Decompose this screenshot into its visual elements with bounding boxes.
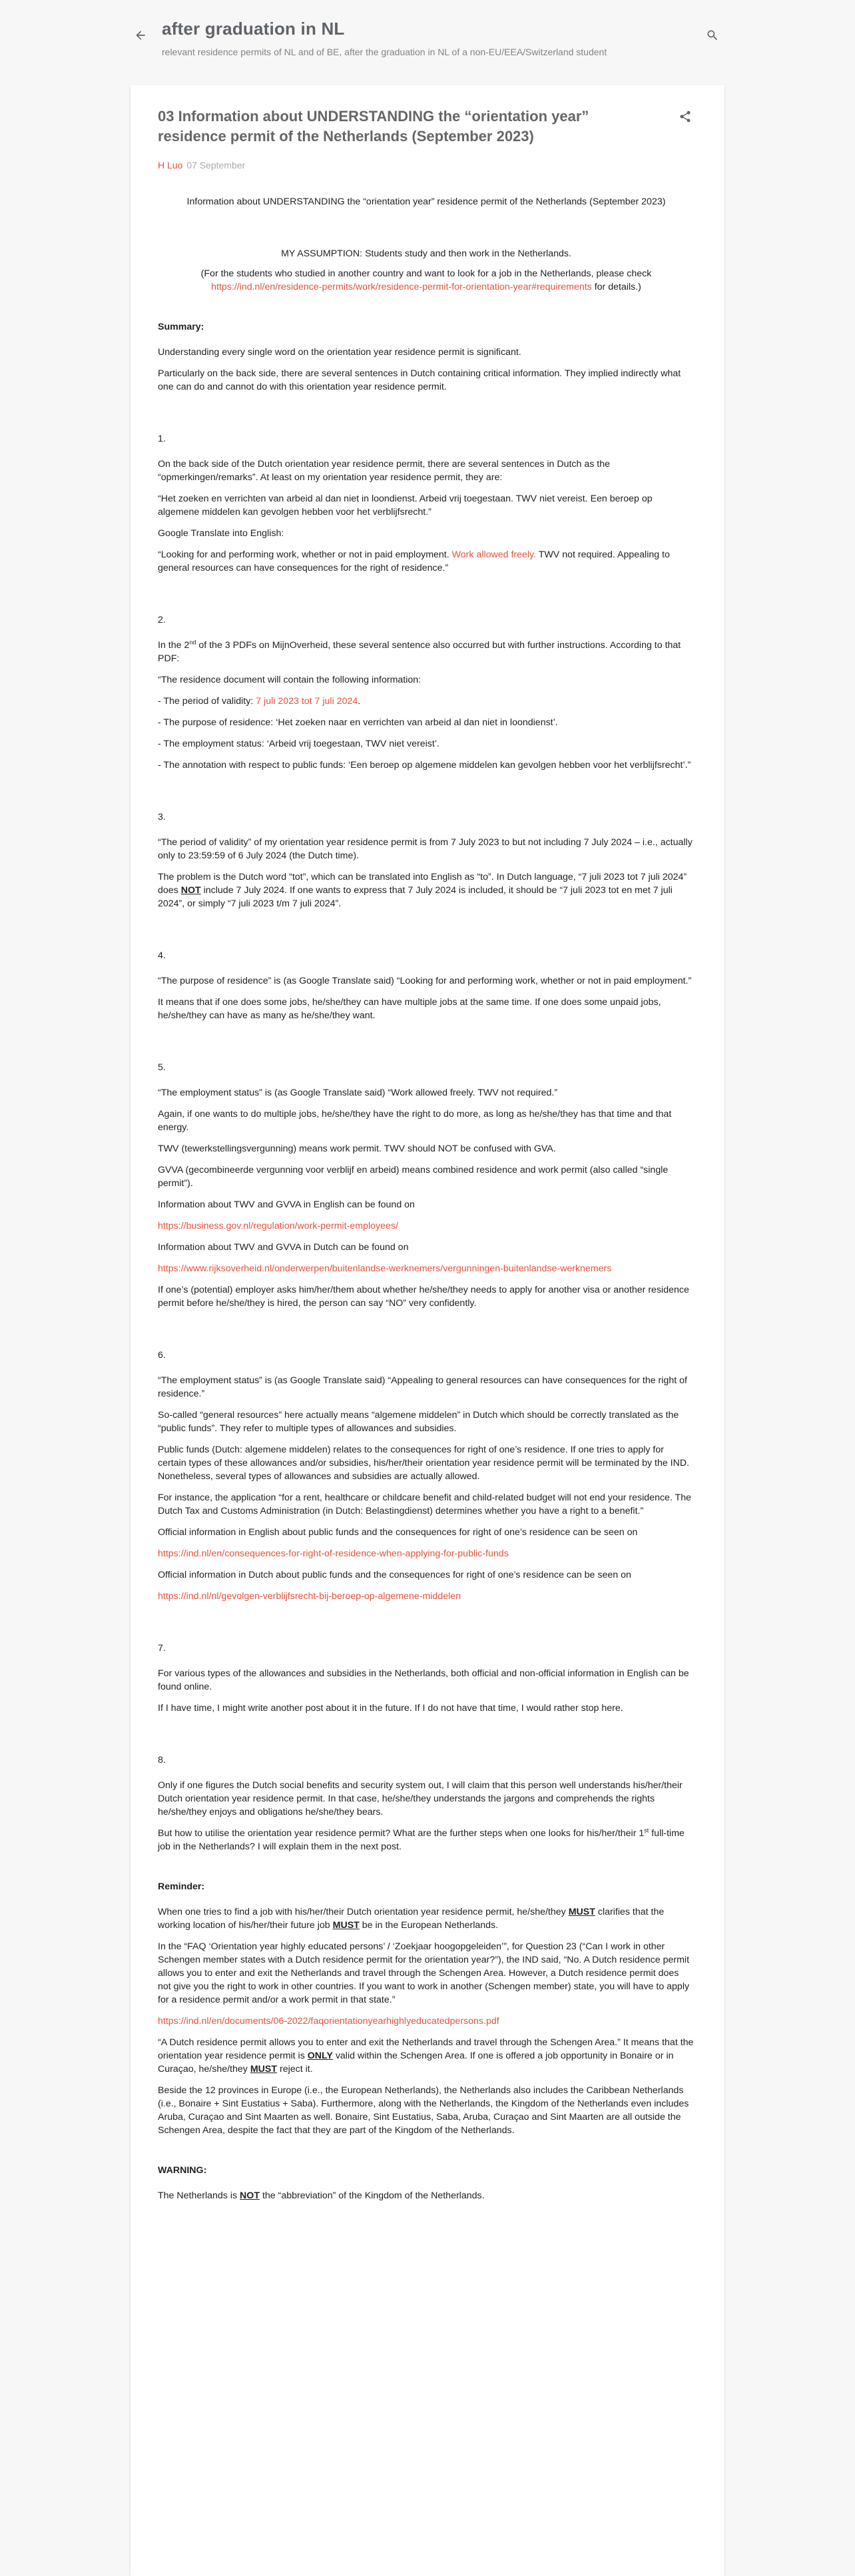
section-paragraph: - The purpose of residence: ‘Het zoeken naar en verrichten van arbeid al dan niet in loondienst’.: [158, 717, 558, 728]
emphasis-text: MUST: [332, 1920, 360, 1931]
section-number: 8.: [158, 1755, 166, 1766]
text-span: the “abbreviation” of the Kingdom of the Netherlands.: [262, 2190, 485, 2201]
post-title: 03 Information about UNDERSTANDING the “orientation year” residence permit of the Netherlands (September 2023): [158, 108, 589, 145]
text-span: .: [358, 696, 361, 707]
superscript: st: [644, 1827, 649, 1834]
section-paragraph: TWV (tewerkstellingsvergunning) means work permit. TWV should NOT be confused with GVA.: [158, 1143, 556, 1154]
section-paragraph: - The annotation with respect to public funds: ‘Een beroep op algemene middelen kan gevolgen hebben voor het verblijfsrecht’.”: [158, 760, 691, 771]
blog-description: relevant residence permits of NL and of BE, after the graduation in NL of a non-EU/EEA/Switzerland student: [162, 47, 607, 57]
note-text-end: for details.): [594, 282, 641, 292]
ind-public-funds-en-link[interactable]: https://ind.nl/en/consequences-for-right-of-residence-when-applying-for-public-funds: [158, 1548, 509, 1559]
search-button[interactable]: [701, 23, 724, 47]
post-body: [158, 195, 695, 2202]
section-paragraph: [158, 1827, 695, 1853]
reminder-paragraph: Beside the 12 provinces in Europe (i.e., the European Netherlands), the Netherlands also includes the Caribbean Netherlands (i.e., Bonaire + Sint Eustatius + Saba). Furthermore, along with the Netherlands, the Kingdom of the Netherlands even includes Aruba, Curaçao and Sint Maarten as well. Bonaire, Sint Eustatius, Saba, Aruba, Curaçao and Sint Maarten are all outside the Schengen Area, despite the fact that they are part of the Kingdom of the Netherlands.: [158, 2085, 689, 2136]
section-number: 2.: [158, 615, 166, 625]
section-paragraph: For various types of the allowances and subsidies in the Netherlands, both official and non-official information in English can be found online.: [158, 1668, 689, 1692]
summary-heading: Summary:: [158, 322, 204, 332]
section-paragraph: Public funds (Dutch: algemene middelen) relates to the consequences for right of one’s residence. If one tries to apply for certain types of these allowances and/or subsidies, his/her/their orientation year residence permit will be terminated by the IND. Nonetheless, several types of allowances and subsidies are actually allowed.: [158, 1445, 690, 1482]
text-span: include 7 July 2024. If one wants to express that 7 July 2024 is included, it should be “7 juli 2023 tot en met 7 juli 2024”, or simply “7 juli 2023 t/m 7 juli 2024”.: [158, 885, 673, 909]
section-paragraph: “The residence document will contain the following information:: [158, 675, 422, 685]
text-span: “Looking for and performing work, whether or not in paid employment.: [158, 549, 449, 560]
text-span: be in the European Netherlands.: [362, 1920, 499, 1931]
blog-header: [0, 0, 855, 85]
section-paragraph: “The period of validity” of my orientation year residence permit is from 7 July 2023 to but not including 7 July 2024 – i.e., actually only to 23:59:59 of 6 July 2024 (the Dutch time).: [158, 837, 693, 861]
reminder-paragraph: [158, 1905, 695, 1932]
section-paragraph: Only if one figures the Dutch social benefits and security system out, I will claim that this person well understands his/her/their Dutch orientation year residence permit. In that case, he/she/they understands the jargons and comprehends the rights he/she/they enjoys and obligations he/she/they bears.: [158, 1780, 683, 1817]
intro-paragraph: Information about UNDERSTANDING the “orientation year” residence permit of the Netherlands (September 2023): [186, 196, 666, 207]
text-span: The Netherlands is: [158, 2190, 238, 2201]
assumption-paragraph: MY ASSUMPTION: Students study and then work in the Netherlands.: [281, 248, 571, 259]
section-paragraph: Information about TWV and GVVA in English can be found on: [158, 1199, 415, 1210]
section-paragraph: Official information in English about public funds and the consequences for right of one’s residence can be seen on: [158, 1527, 638, 1538]
reminder-paragraph: In the “FAQ ‘Orientation year highly educated persons’ / ‘Zoekjaar hoogopgeleiden’”, for Question 23 (“Can I work in other Schengen member states with a Dutch residence permit for the orientation year?”), the IND said, “No. A Dutch residence permit allows you to enter and exit the Netherlands and travel through the Schengen Area. However, a Dutch residence permit does not give you the right to work in other countries. If you want to work in another (Schengen member) state, you will have to apply for a residence permit and/or a work permit in that state.”: [158, 1941, 690, 2005]
section-paragraph: If I have time, I might write another post about it in the future. If I do not have that time, I would rather stop here.: [158, 1703, 623, 1714]
section-number: 7.: [158, 1643, 166, 1654]
text-span: When one tries to find a job with his/her/their Dutch orientation year residence permit, he/she/they: [158, 1907, 566, 1917]
section-paragraph: [158, 870, 695, 910]
warning-heading: WARNING:: [158, 2165, 207, 2176]
text-span: But how to utilise the orientation year residence permit? What are the further steps when one looks for his/her/their 1: [158, 1828, 645, 1839]
share-icon: [679, 110, 692, 123]
note-text: (For the students who studied in another country and want to look for a job in the Netherlands, please check: [200, 268, 652, 279]
post-card: [131, 85, 724, 2576]
section-paragraph: “Het zoeken en verrichten van arbeid al dan niet in loondienst. Arbeid vrij toegestaan. TWV niet vereist. Een beroep op algemene middelen kan gevolgen hebben voor het verblijfsrecht.”: [158, 493, 653, 517]
section-paragraph: On the back side of the Dutch orientation year residence permit, there are several sentences in Dutch as the “opmerkingen/remarks”. At least on my orientation year residence permit, they are:: [158, 459, 611, 483]
ind-faq-pdf-link[interactable]: https://ind.nl/en/documents/06-2022/faqorientationyearhighlyeducatedpersons.pdf: [158, 2016, 499, 2027]
text-span: “A Dutch residence permit allows you to enter and exit the Netherlands and travel through the Schengen Area.” It means that the orientation year residence permit is: [158, 2037, 694, 2061]
emphasis-text: NOT: [240, 2190, 260, 2201]
section-paragraph: If one’s (potential) employer asks him/her/them about whether he/she/they needs to apply for another visa or another residence permit before he/she/they is hired, the person can say “NO” very confidently.: [158, 1285, 689, 1309]
section-paragraph: “The employment status” is (as Google Translate said) “Appealing to general resources can have consequences for the right of residence.”: [158, 1375, 687, 1399]
section-number: 4.: [158, 950, 166, 961]
section-paragraph: For instance, the application “for a rent, healthcare or childcare benefit and child-related budget will not end your residence. The Dutch Tax and Customs Administration (in Dutch: Belastingdienst) determines whether you have a right to a benefit.”: [158, 1492, 692, 1516]
note-paragraph: [158, 267, 695, 294]
highlight-text: Work allowed freely.: [451, 549, 537, 560]
section-paragraph: “The employment status” is (as Google Translate said) “Work allowed freely. TWV not required.”: [158, 1088, 558, 1098]
arrow-back-icon: [134, 29, 147, 42]
section-paragraph: [158, 695, 695, 708]
section-number: 5.: [158, 1062, 166, 1073]
post-date: 07 September: [186, 160, 246, 170]
text-span: In the 2: [158, 640, 190, 651]
section-paragraph: Google Translate into English:: [158, 528, 284, 539]
emphasis-text: ONLY: [307, 2051, 333, 2061]
emphasis-text: MUST: [250, 2064, 278, 2075]
superscript: nd: [189, 639, 196, 646]
summary-paragraph: Understanding every single word on the orientation year residence permit is significant.: [158, 347, 521, 358]
warning-paragraph: [158, 2189, 695, 2202]
section-paragraph: “The purpose of residence” is (as Google Translate said) “Looking for and performing work, whether or not in paid employment.”: [158, 976, 692, 986]
emphasis-text: MUST: [568, 1907, 595, 1917]
section-paragraph: Official information in Dutch about public funds and the consequences for right of one’s residence can be seen on: [158, 1570, 631, 1580]
section-paragraph: [158, 639, 695, 665]
text-span: clarifies that the working location of his/her/their future job: [158, 1907, 665, 1931]
ind-public-funds-nl-link[interactable]: https://ind.nl/nl/gevolgen-verblijfsrecht-bij-beroep-op-algemene-middelen: [158, 1591, 461, 1602]
share-button[interactable]: [675, 107, 695, 127]
section-paragraph: Again, if one wants to do multiple jobs, he/she/they have the right to do more, as long as he/she/they has that time and that energy.: [158, 1109, 672, 1133]
business-gov-link[interactable]: https://business.gov.nl/regulation/work-permit-employees/: [158, 1221, 398, 1231]
reminder-paragraph: [158, 2036, 695, 2076]
orientation-year-requirements-link[interactable]: https://ind.nl/en/residence-permits/work/residence-permit-for-orientation-year#requirements: [211, 282, 592, 292]
search-icon: [706, 29, 719, 42]
text-span: TWV not required. Appealing to general resources can have consequences for the right of residence.”: [158, 549, 670, 573]
section-paragraph: [158, 548, 695, 575]
summary-paragraph: Particularly on the back side, there are several sentences in Dutch containing critical information. They implied indirectly what one can do and cannot do with this orientation year residence permit.: [158, 368, 681, 392]
text-span: - The period of validity:: [158, 696, 254, 707]
section-number: 6.: [158, 1350, 166, 1361]
section-number: 1.: [158, 434, 166, 444]
section-paragraph: So-called “general resources” here actually means “algemene middelen” in Dutch which should be correctly translated as the “public funds”. They refer to multiple types of allowances and subsidies.: [158, 1410, 679, 1434]
author-link[interactable]: H Luo: [158, 160, 183, 170]
blog-title[interactable]: after graduation in NL: [162, 19, 345, 39]
text-span: valid within the Schengen Area. If one is offered a job opportunity in Bonaire or in Curaçao, he/she/they: [158, 2051, 674, 2075]
reminder-heading: Reminder:: [158, 1881, 205, 1892]
text-span: reject it.: [279, 2064, 313, 2075]
back-button[interactable]: [129, 23, 152, 47]
text-span: of the 3 PDFs on MijnOverheid, these several sentence also occurred but with further instructions. According to that PDF:: [158, 640, 681, 664]
section-paragraph: GVVA (gecombineerde vergunning voor verblijf en arbeid) means combined residence and work permit (also called “single permit”).: [158, 1165, 669, 1189]
text-span: The problem is the Dutch word “tot”, which can be translated into English as “to”. In Dutch language, “7 juli 2023 tot 7 juli 2024” does: [158, 872, 687, 896]
section-paragraph: - The employment status: ‘Arbeid vrij toegestaan, TWV niet vereist’.: [158, 739, 439, 749]
section-paragraph: It means that if one does some jobs, he/she/they can have multiple jobs at the same time. If one does some unpaid jobs, he/she/they can have as many as he/she/they want.: [158, 997, 661, 1021]
emphasis-text: NOT: [180, 885, 201, 896]
section-number: 3.: [158, 812, 166, 822]
highlight-text: 7 juli 2023 tot 7 juli 2024: [256, 696, 358, 707]
post-byline: [158, 160, 245, 170]
section-paragraph: Information about TWV and GVVA in Dutch can be found on: [158, 1242, 409, 1253]
rijksoverheid-link[interactable]: https://www.rijksoverheid.nl/onderwerpen/buitenlandse-werknemers/vergunningen-buitenlandse-werknemers: [158, 1263, 612, 1274]
text-span: full-time job in the Netherlands? I will explain them in the next post.: [158, 1828, 685, 1852]
